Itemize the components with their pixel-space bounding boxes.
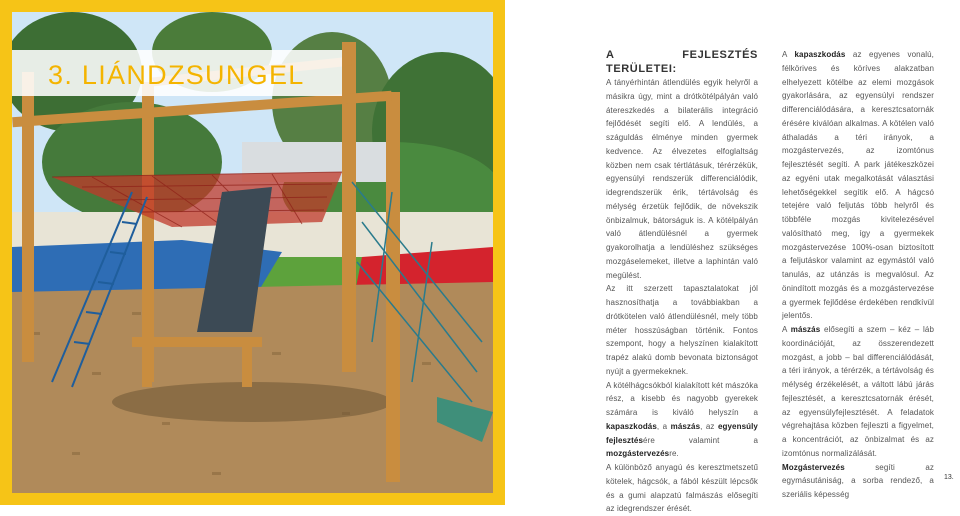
bold-term: kapaszkodás: [606, 421, 657, 431]
text-column-right: [782, 48, 934, 502]
text-run: ére valamint a: [643, 435, 758, 445]
paragraph: Az itt szerzett tapasztalatokat jól hasznosíthatja a továbbiakban a drótkötelen való átlendülésnél, mely több méter hosszúságban történik. Fontos szempont, hogy a helyszínen kialakított trapéz alakú domb bevonata biztonságot nyújt a gyermekeknek.: [606, 284, 758, 376]
page-number: 13.: [944, 474, 954, 481]
text-run: A: [782, 50, 795, 59]
bold-term: mászás: [790, 325, 821, 334]
paragraph: [782, 323, 934, 461]
text-run: az egyenes vonalú, félkörives és köríves alakzatban elhelyezett kötélbe az elemi mozgások gyakorlására, az egyensúlyi rendszer differenciálódására, a keresztcsatornák érésére kiválóan alkalmas. A kötélen való áthaladás a téri irányok, a mozgástervezés, az izomtónus fejlesztését segíti. A park játékeszközei az egyéni utak megalkotását választási lehetőségekkel segítik elő. A hágcsó tetejére való feljutás több helyről és többféle mozgás kivitelezésével valósítható meg, így a gyermekek mozgástervezése 100%-osan biztosított a feljutáskor valamint az egymástól való tanulás, az utánzás is megvalósul. Az önindított mozgás és a mozgástervezése a gyermek fejlődése érdekében rendkívül jelentős.: [782, 50, 934, 321]
bold-term: mozgástervezés: [606, 449, 670, 459]
text-run: , az: [700, 421, 718, 431]
text-run: , a: [656, 421, 671, 431]
bold-term: kapaszkodás: [794, 50, 846, 59]
text-run: A: [782, 325, 791, 334]
text-run: segíti az egymásutániság, a sorba rendező, a szeriális képesség: [782, 462, 934, 499]
bold-term: egyensúly fejlesztés: [606, 421, 758, 445]
bold-term: Mozgástervezés: [782, 462, 845, 472]
page-title: 3. LIÁNDZSUNGEL: [48, 60, 305, 90]
section-heading: A FEJLESZTÉS TERÜLETEI:: [606, 49, 758, 75]
text-column-left: [606, 48, 758, 516]
text-run: elősegíti a szem – kéz – láb koordinációját, az összerendezett mozgást, a jobb – bal differenciálódását, a téri irányok, a térérzék, a tértávolság és mélység érzékelését, a váltott lábú járás fejlesztését, a keresztcsatornák érését, az egyensúlyfejlesztését. A feladatok végrehajtása közben fejleszti a figyelmet, a koncentrációt, az önbizalmat és az izomtónus normalizálását.: [782, 325, 934, 458]
paragraph: A tányérhintán átlendülés egyik helyről a másikra úgy, mint a drótkötélpályán való átereszkedés a bilaterális integráció fejlődését segíti elő. A lendülés, a száguldás élménye minden gyermek kedvence. Az élvezetes elfoglaltság közben nem csak tértlátásuk, térérzékük, egyensúlyi rendszerük differenciálódik, idegrendszerük érik, tértávolság és mélység érzetük fejlődik, de növekszik önbizalmuk, bátorságuk is. A kötélpályán való átlendülésnél a gyermek gyakorolhatja a lendüléshez szükséges mozgáselemeket, illetve a laphintán való megülést.: [606, 78, 758, 280]
text-run: A kötélhágcsókból kialakított két mászóka rész, a kisebb és nagyobb gyerekek számára is kiváló helyszín a: [606, 380, 758, 417]
paragraph: [606, 379, 758, 462]
paragraph: [782, 461, 934, 502]
shadow: [112, 382, 392, 422]
paragraph: [782, 48, 934, 323]
paragraph: A különböző anyagú és keresztmetszetű kötelek, hágcsók, a fából készült lépcsők és a gumi alapzatú falmászás elősegíti az idegrendszer érését.: [606, 463, 758, 514]
bold-term: mászás: [670, 421, 701, 431]
text-run: re.: [669, 449, 679, 459]
